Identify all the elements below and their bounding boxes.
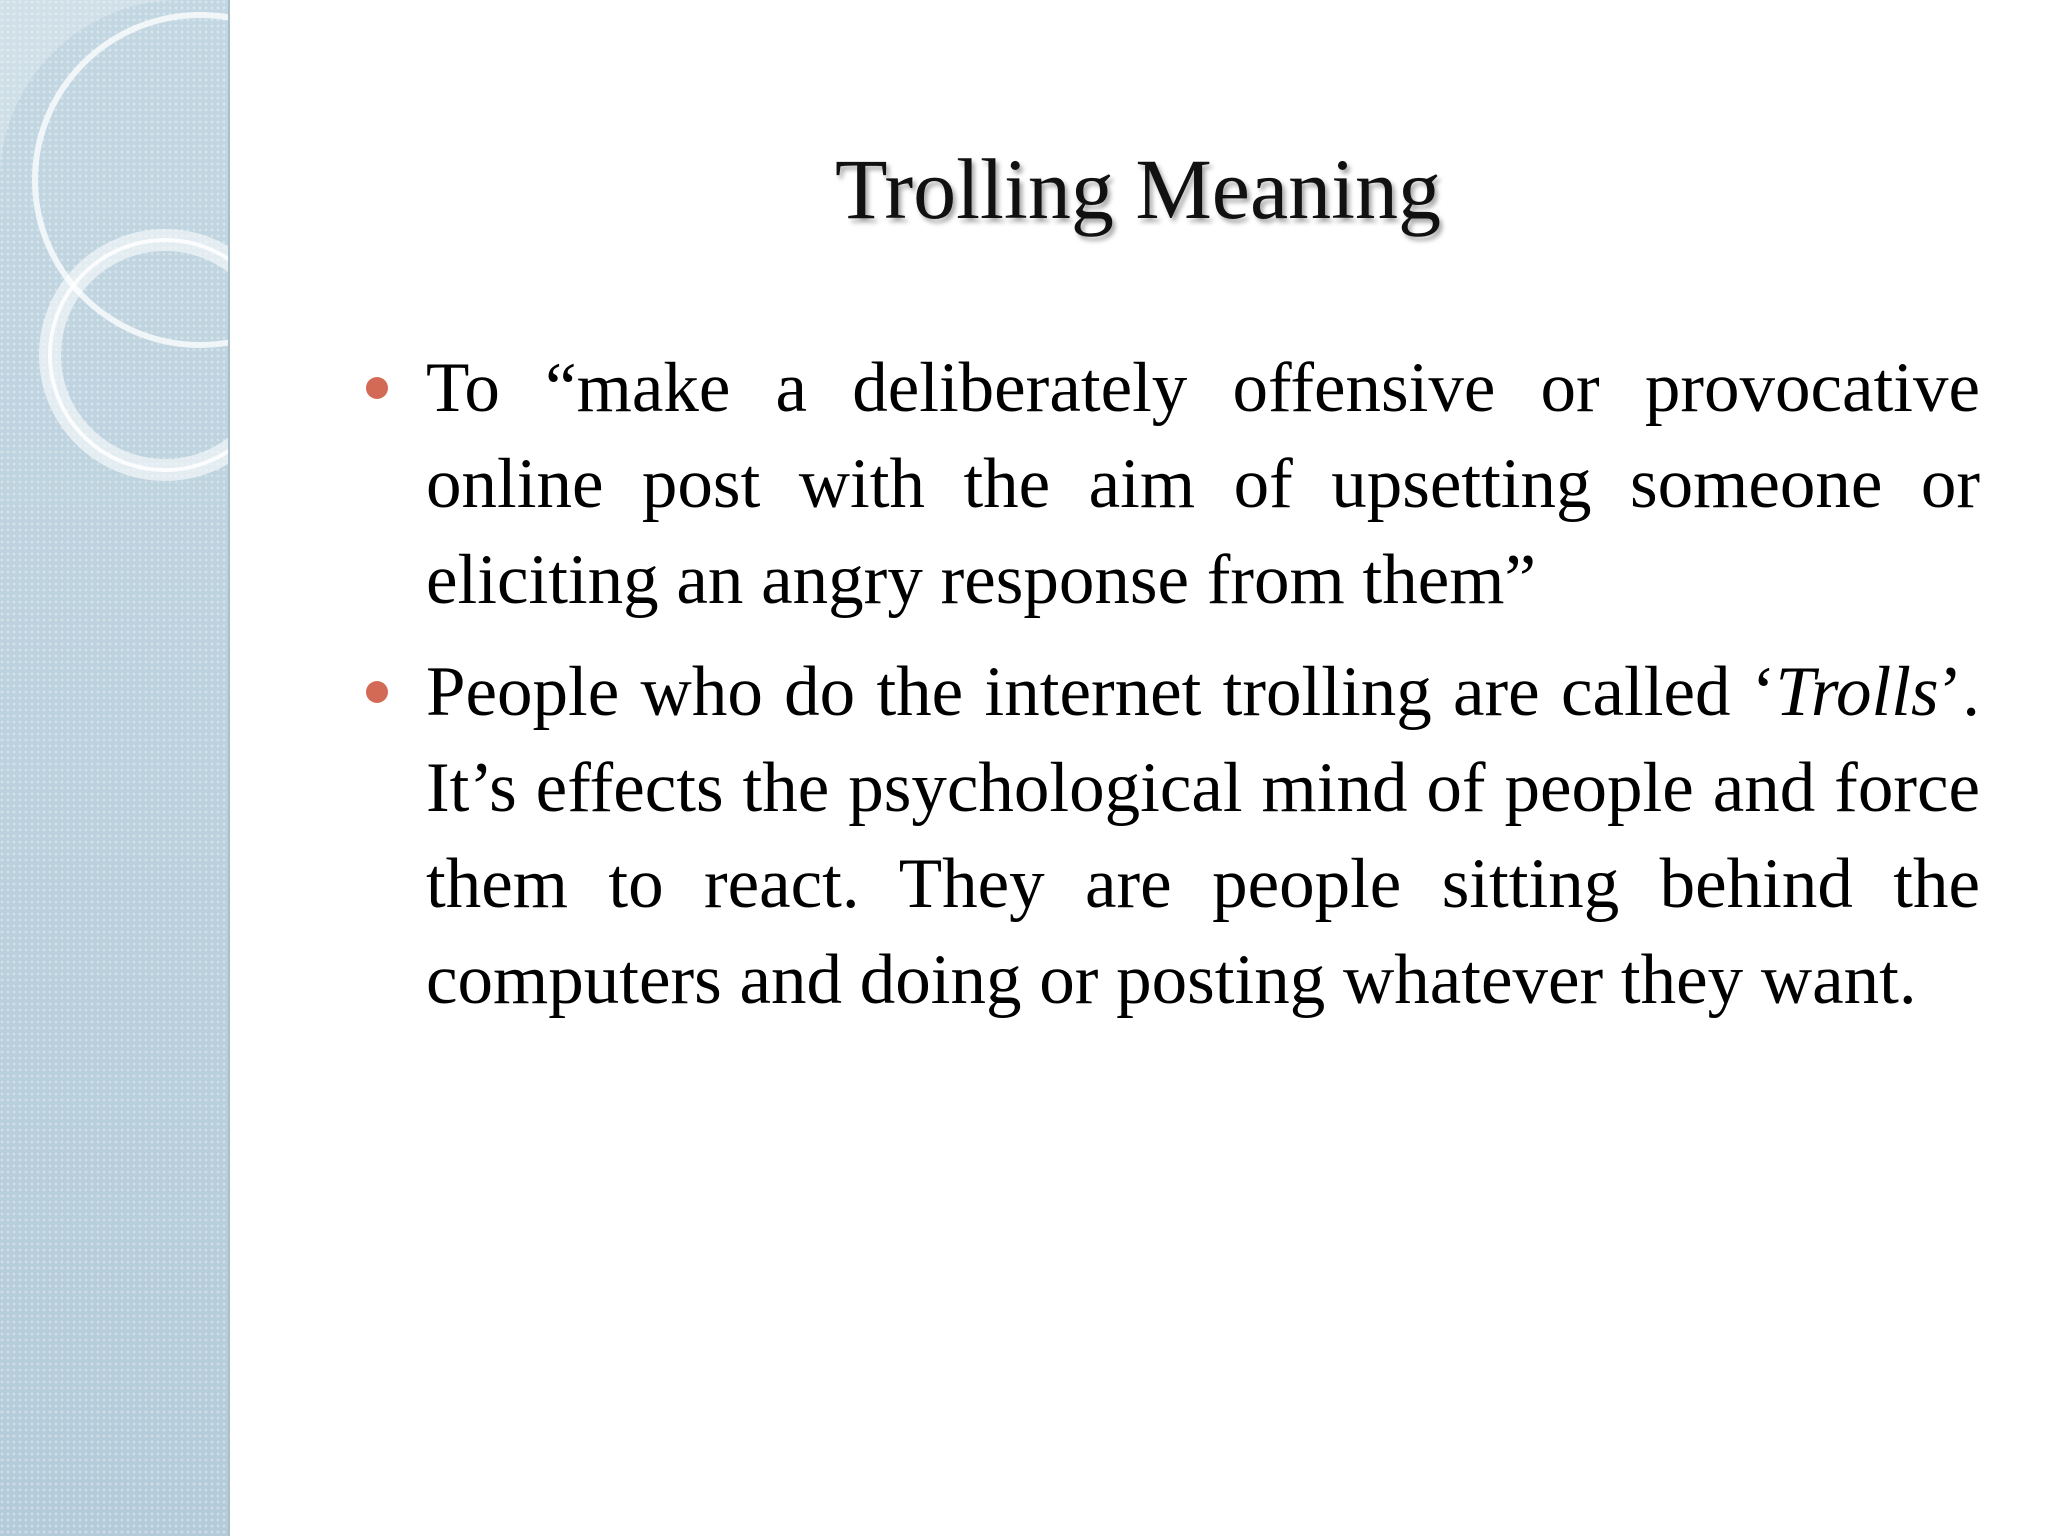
- bullet-text-italic: Trolls: [1775, 653, 1939, 731]
- slide-title: Trolling Meaning: [834, 141, 1442, 237]
- bullet-text-post: ’. It’s effects the psychological mind of people and force them to react. They are people sitting behind the computers and doing or posting whatever they want.: [426, 653, 1980, 1019]
- decorative-rings-icon: [0, 0, 228, 520]
- bullet-text-pre: People who do the internet trolling are called ‘: [426, 653, 1776, 731]
- bullet-list: [360, 340, 1980, 1044]
- bullet-item-definition: [360, 340, 1980, 628]
- bullet-icon: [366, 681, 388, 703]
- bullet-item-trolls: [360, 644, 1980, 1028]
- bullet-text: To “make a deliberately offensive or provocative online post with the aim of upsetting someone or eliciting an angry response from them”: [426, 349, 1980, 619]
- bullet-icon: [366, 377, 388, 399]
- decorative-sidebar: [0, 0, 230, 1536]
